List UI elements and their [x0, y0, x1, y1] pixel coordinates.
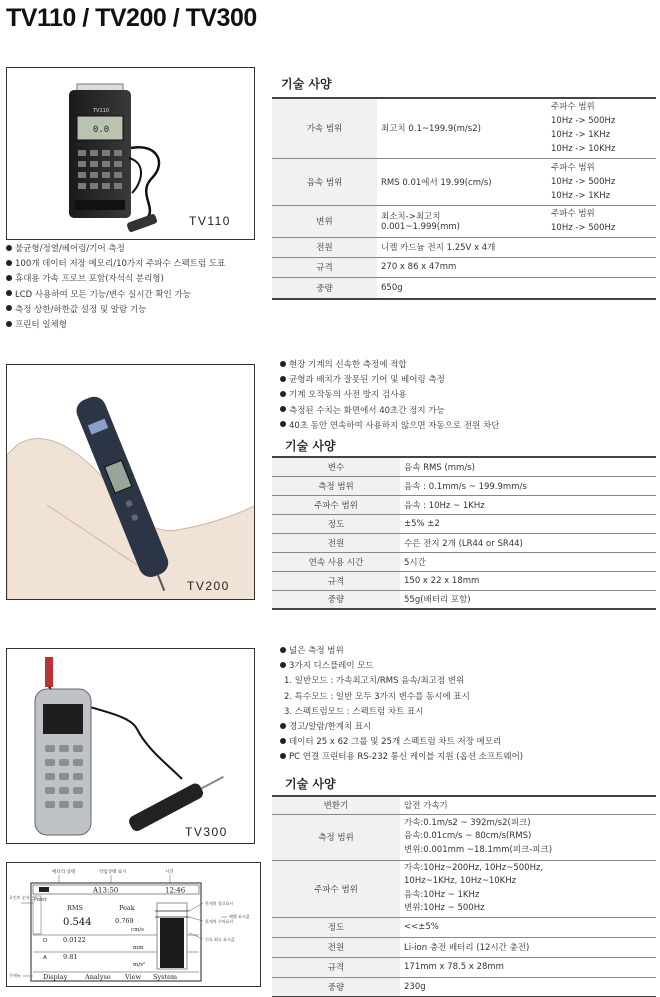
tv200-photo	[6, 364, 255, 600]
spec-freq	[547, 158, 656, 205]
tv300-feature-list	[280, 644, 523, 766]
feature-text: 현장 기계의 신속한 측정에 적합	[289, 360, 407, 370]
table-row	[272, 514, 656, 533]
value-line: 압전 가속기	[404, 801, 448, 812]
bullet-icon	[6, 290, 12, 296]
value-line: 가속:10Hz~200Hz, 10Hz~500Hz,	[404, 862, 544, 873]
bullet-icon	[280, 421, 286, 427]
tv200-model-label: TV200	[187, 579, 230, 593]
bullet-icon	[280, 723, 286, 729]
spec-value: 55g(배터리 포함)	[400, 590, 656, 609]
screen-diagram-svg	[7, 863, 260, 986]
tv300-model-label: TV300	[185, 825, 228, 839]
table-row	[272, 495, 656, 514]
screen-d-value: 0.0122	[63, 936, 86, 944]
bullet-icon	[280, 391, 286, 397]
label-level-value: 레벨 표시값	[229, 914, 250, 919]
list-item	[280, 358, 499, 373]
freq-line: 주파수 범위	[551, 162, 595, 173]
feature-text: 프린터 일체형	[15, 320, 67, 331]
spec-value	[400, 860, 656, 917]
spec-label: 중량	[272, 590, 400, 609]
bullet-icon	[6, 305, 12, 311]
spec-value: 270 x 86 x 47mm	[377, 257, 656, 277]
spec-label: 전원	[272, 937, 400, 957]
feature-text: 3. 스펙트럼모드 : 스펙트럼 차트 표시	[284, 706, 424, 717]
page-title: TV110 / TV200 / TV300	[6, 4, 257, 32]
freq-line: 10Hz -> 10KHz	[551, 144, 616, 155]
spec-label: 주파수 범위	[272, 495, 400, 514]
list-item	[6, 318, 225, 333]
table-row	[272, 957, 656, 977]
freq-line: 10Hz -> 1KHz	[551, 130, 611, 141]
table-row	[272, 937, 656, 957]
spec-label: 중량	[272, 977, 400, 997]
bullet-icon	[6, 321, 12, 327]
spec-freq	[547, 98, 656, 158]
spec-label: 규격	[272, 257, 377, 277]
label-signal-peak: 신호 최고 표시값	[205, 937, 235, 942]
spec-label: 규격	[272, 571, 400, 590]
feature-text: 측정된 수치는 화면에서 40초간 정지 가능	[289, 405, 445, 416]
spec-label: 전원	[272, 237, 377, 257]
list-item	[6, 303, 225, 318]
list-item	[6, 257, 225, 272]
table-row	[272, 977, 656, 997]
list-item	[280, 373, 499, 388]
screen-unit-velocity: cm/s	[131, 927, 144, 933]
menu-analyse: Analyse	[85, 973, 111, 981]
spec-label: 변위	[272, 205, 377, 237]
spec-label: 측정 범위	[272, 814, 400, 860]
table-row	[272, 476, 656, 495]
feature-text: 데이터 25 x 62 그룹 및 25개 스펙트럼 차트 저장 메모리	[289, 737, 502, 748]
bullet-icon	[6, 245, 12, 251]
spec-value: RMS 0.01에서 19.99(cm/s)	[377, 158, 547, 205]
tv200-spec-table	[272, 456, 656, 610]
table-row	[272, 237, 656, 257]
list-item	[280, 419, 499, 434]
spec-label: 정도	[272, 514, 400, 533]
spec-label: 변환기	[272, 796, 400, 814]
freq-line: 10Hz -> 500Hz	[551, 223, 616, 233]
tv300-photo	[6, 648, 255, 844]
freq-line: 10Hz -> 500Hz	[551, 116, 616, 127]
bullet-icon	[280, 753, 286, 759]
screen-a-label: A	[43, 955, 47, 961]
bullet-icon	[6, 275, 12, 281]
tv200-spec-title: 기술 사양	[285, 439, 336, 453]
list-item	[280, 388, 499, 403]
freq-line: 10Hz -> 500Hz	[551, 176, 616, 187]
bullet-icon	[280, 361, 286, 367]
list-item	[280, 735, 523, 750]
tv110-spec-title: 기술 사양	[281, 77, 332, 91]
feature-text: 1. 일반모드 : 가속최고치/RMS 음속/최고점 변위	[284, 676, 465, 687]
spec-value	[377, 205, 547, 237]
tv110-photo	[6, 67, 255, 240]
value-line: Li-ion 충전 배터리 (12시간 충전)	[404, 943, 530, 953]
spec-value	[400, 814, 656, 860]
tv110-spec-table	[272, 97, 656, 300]
spec-label: 규격	[272, 957, 400, 977]
value-line: 10Hz~1KHz, 10Hz~10KHz	[404, 876, 517, 886]
label-battery-status: 배터리 상태	[52, 870, 76, 875]
table-row	[272, 796, 656, 814]
spec-value	[400, 917, 656, 937]
screen-peak-label: Peak	[119, 904, 135, 912]
label-work-status: 작업상태 표시	[99, 870, 127, 875]
label-point-number: 포인트 숫자	[9, 895, 30, 900]
value-line: 0.001~1.999(mm)	[381, 222, 460, 232]
tv110-screen-text: 0.0	[92, 125, 110, 135]
spec-value	[400, 937, 656, 957]
tv300-spec-title: 기술 사양	[285, 777, 336, 791]
feature-text: 넓은 측정 범위	[289, 646, 344, 656]
spec-value: 650g	[377, 277, 656, 299]
list-item	[280, 690, 523, 705]
table-row	[272, 457, 656, 476]
spec-value: 음속 : 0.1mm/s ~ 199.9mm/s	[400, 476, 656, 495]
spec-value: 수은 전지 2개 (LR44 or SR44)	[400, 533, 656, 552]
bullet-icon	[280, 662, 286, 668]
screen-a-value: 9.81	[63, 953, 78, 961]
screen-unit-displacement: mm	[133, 945, 144, 951]
spec-label: 변수	[272, 457, 400, 476]
value-line: 230g	[404, 981, 426, 992]
bullet-icon	[280, 738, 286, 744]
feature-text: 2. 특수모드 : 일반 모두 3가지 변수를 동시에 표시	[284, 691, 470, 702]
label-limit-alarm: 한계치 경고표시	[205, 901, 234, 906]
tv110-feature-list	[6, 242, 225, 333]
value-line: 음속:10Hz ~ 1KHz	[404, 889, 480, 900]
list-item	[280, 659, 523, 674]
feature-text: 측정 상한/하한값 설정 및 알람 기능	[15, 304, 147, 315]
freq-line: 주파수 범위	[551, 102, 595, 113]
spec-label: 전원	[272, 533, 400, 552]
freq-line: 주파수 범위	[551, 209, 595, 219]
value-line: 171mm x 78.5 x 28mm	[404, 962, 504, 972]
spec-value: 최고치 0.1~199.9(m/s2)	[377, 98, 547, 158]
feature-text: 40초 동안 연속하여 사용하지 않으면 자동으로 전원 차단	[289, 420, 500, 431]
label-limit-warning: 한계치 주의표시	[205, 919, 234, 924]
bullet-icon	[280, 376, 286, 382]
screen-rms-label: RMS	[67, 904, 84, 912]
table-row	[272, 205, 656, 237]
feature-text: 기계 오작동의 사전 방지 검사용	[289, 390, 407, 401]
list-item	[280, 720, 523, 735]
list-item	[280, 674, 523, 689]
spec-value	[400, 957, 656, 977]
tv110-model-label: TV110	[189, 214, 231, 228]
bullet-icon	[280, 647, 286, 653]
feature-text: 균형과 배치가 잘못된 기어 및 베어링 측정	[289, 375, 445, 386]
freq-line: 10Hz -> 1KHz	[551, 190, 611, 201]
screen-point-label: Point	[34, 897, 47, 903]
feature-text: 3가지 디스플레이 모드	[289, 661, 374, 672]
spec-label: 가속 범위	[272, 98, 377, 158]
list-item	[6, 242, 225, 257]
table-row	[272, 814, 656, 860]
table-row	[272, 571, 656, 590]
spec-value	[400, 796, 656, 814]
feature-text: 경고/알람/한계치 표시	[289, 722, 372, 733]
label-main-menu: 주메뉴	[9, 973, 21, 978]
value-line: 가속:0.1m/s2 ~ 392m/s2(피크)	[404, 817, 531, 828]
table-row	[272, 552, 656, 571]
tv300-spec-table	[272, 795, 656, 997]
spec-label: 연속 사용 시간	[272, 552, 400, 571]
list-item	[6, 272, 225, 287]
feature-text: PC 연결 프린터용 RS-232 통신 케이블 지원 (옵션 소프트웨어)	[289, 752, 524, 763]
list-item	[280, 644, 523, 659]
table-row	[272, 98, 656, 158]
screen-unit-acceleration: m/s²	[133, 962, 146, 968]
spec-freq	[547, 205, 656, 237]
spec-value: 니켈 카드늄 전지 1.25V x 4개	[377, 237, 656, 257]
spec-value: ±5% ±2	[400, 514, 656, 533]
bullet-icon	[6, 260, 12, 266]
spec-label: 음속 범위	[272, 158, 377, 205]
screen-time: 12:46	[165, 886, 186, 895]
screen-peak-value: 0.769	[115, 917, 134, 925]
list-item	[280, 404, 499, 419]
spec-value: 5시간	[400, 552, 656, 571]
tv300-device-illustration	[7, 649, 255, 844]
menu-system: System	[153, 973, 178, 981]
table-row	[272, 158, 656, 205]
menu-display: Display	[43, 973, 68, 981]
bullet-icon	[280, 406, 286, 412]
label-time: 시간	[165, 870, 174, 875]
table-row	[272, 917, 656, 937]
screen-header: A13:50	[93, 886, 119, 895]
table-row	[272, 277, 656, 299]
level-bar	[160, 918, 184, 968]
feature-text: 100개 데이터 저장 메모리/10가지 주파수 스펙트럼 도표	[15, 259, 226, 270]
value-line: 변위:0.001mm ~18.1mm(피크-피크)	[404, 844, 553, 855]
value-line: 변위:10Hz ~ 500Hz	[404, 903, 485, 913]
value-line: <<±5%	[404, 922, 439, 932]
list-item	[6, 288, 225, 303]
menu-view: View	[125, 973, 142, 981]
value-line: 최소치->최고치	[381, 212, 441, 222]
spec-label: 주파수 범위	[272, 860, 400, 917]
table-row	[272, 257, 656, 277]
table-row	[272, 860, 656, 917]
battery-icon	[39, 887, 49, 892]
spec-label: 정도	[272, 917, 400, 937]
feature-text: LCD 사용하여 모든 기능/변수 실시간 확인 가능	[15, 289, 191, 300]
feature-text: 휴대용 가속 프로브 포함(자석식 분리형)	[15, 274, 164, 285]
value-line: 음속:0.01cm/s ~ 80cm/s(RMS)	[404, 831, 532, 842]
spec-value: 음속 RMS (mm/s)	[400, 457, 656, 476]
list-item	[280, 750, 523, 765]
table-row	[272, 590, 656, 609]
tv200-device-illustration	[7, 365, 255, 600]
spec-value: 150 x 22 x 18mm	[400, 571, 656, 590]
tv200-feature-list	[280, 358, 499, 434]
spec-value	[400, 977, 656, 997]
table-row	[272, 533, 656, 552]
screen-d-label: D	[43, 938, 48, 944]
screen-rms-value: 0.544	[63, 917, 92, 928]
tv110-brand-text: TV110	[92, 108, 110, 114]
tv300-screen-diagram	[6, 862, 261, 987]
spec-label: 측정 범위	[272, 476, 400, 495]
spec-value: 음속 : 10Hz ~ 1KHz	[400, 495, 656, 514]
list-item	[280, 705, 523, 720]
spec-label: 중량	[272, 277, 377, 299]
feature-text: 불균형/정열/베어링/기어 측정	[15, 244, 125, 254]
